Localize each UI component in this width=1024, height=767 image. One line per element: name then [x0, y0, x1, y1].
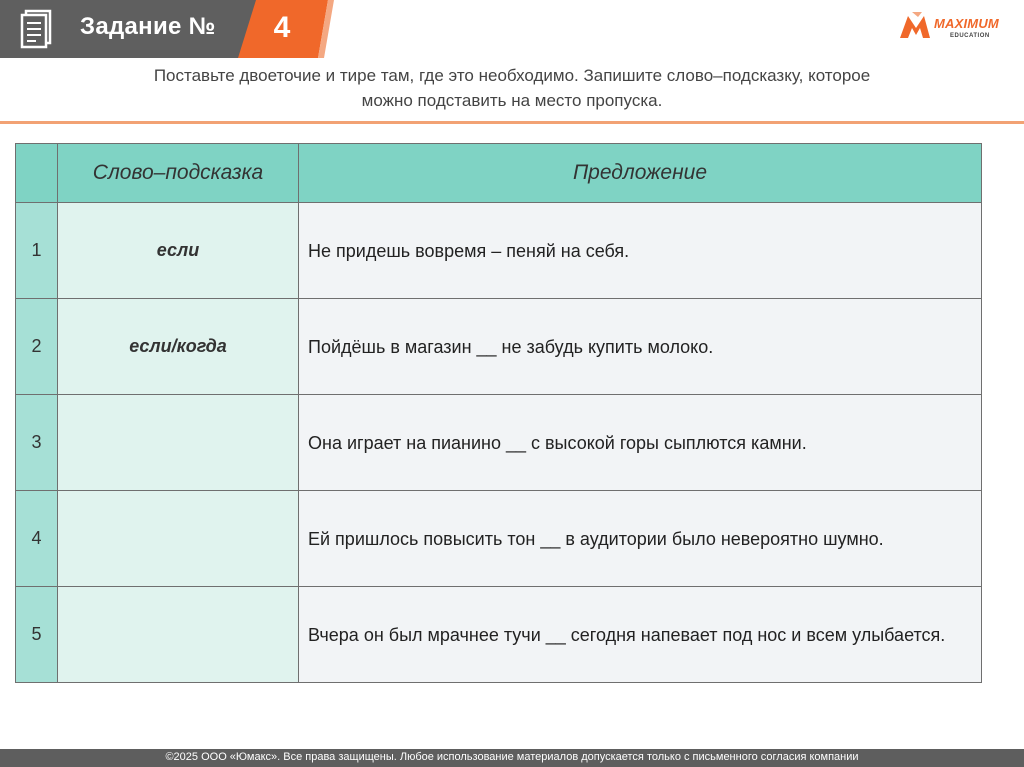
hint-word	[58, 587, 299, 683]
table-row	[16, 491, 982, 587]
table-row	[16, 299, 982, 395]
task-table	[15, 143, 982, 683]
row-number: 1	[16, 203, 58, 299]
sentence: Вчера он был мрачнее тучи __ сегодня напевает под нос и всем улыбается.	[299, 587, 982, 683]
table-row	[16, 395, 982, 491]
row-number: 2	[16, 299, 58, 395]
task-number: 4	[273, 11, 291, 44]
table-row	[16, 203, 982, 299]
header-sentence: Предложение	[299, 144, 982, 203]
row-number: 5	[16, 587, 58, 683]
instruction-divider	[0, 121, 1024, 124]
sentence: Пойдёшь в магазин __ не забудь купить молоко.	[299, 299, 982, 395]
hint-word	[58, 395, 299, 491]
hint-word: если	[58, 203, 299, 299]
table-row	[16, 587, 982, 683]
table-header-row	[16, 144, 982, 203]
task-label: Задание №	[80, 13, 216, 40]
logo-name: MAXIMUM	[934, 16, 999, 31]
copyright-notice: ©2025 ООО «Юмакс». Все права защищены. Любое использование материалов допускается только с письменного согласия компании	[165, 751, 859, 763]
document-icon	[20, 9, 56, 49]
logo-subtitle: EDUCATION	[950, 33, 990, 39]
row-number: 4	[16, 491, 58, 587]
hint-word	[58, 491, 299, 587]
sentence: Она играет на пианино __ с высокой горы сыплются камни.	[299, 395, 982, 491]
row-number: 3	[16, 395, 58, 491]
hint-word: если/когда	[58, 299, 299, 395]
header-num	[16, 144, 58, 203]
task-instruction	[40, 63, 984, 113]
instruction-line-2: можно подставить на место пропуска.	[361, 91, 663, 110]
instruction-line-1: Поставьте двоеточие и тире там, где это необходимо. Запишите слово–подсказку, которое	[153, 66, 871, 85]
sentence: Не придешь вовремя – пеняй на себя.	[299, 203, 982, 299]
sentence: Ей пришлось повысить тон __ в аудитории было невероятно шумно.	[299, 491, 982, 587]
header-hint: Слово–подсказка	[58, 144, 299, 203]
